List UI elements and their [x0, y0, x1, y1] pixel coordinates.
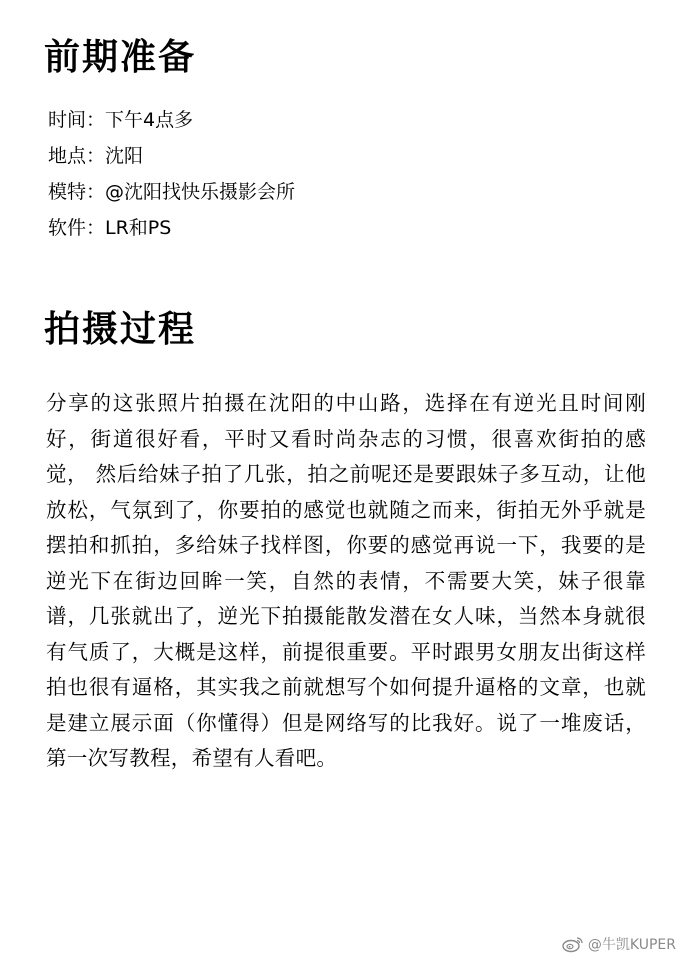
watermark [562, 934, 676, 954]
info-row-time [48, 102, 295, 138]
section-title-preparation: 前期准备 [44, 37, 197, 78]
info-label: 地点： [48, 145, 106, 167]
info-label: 模特： [48, 181, 106, 203]
info-row-model [48, 174, 295, 210]
section-title-process: 拍摄过程 [44, 309, 197, 350]
info-row-software [48, 210, 295, 246]
info-label: 软件： [48, 217, 106, 239]
info-value: 沈阳 [105, 145, 144, 167]
watermark-text: @牛凯KUPER [587, 937, 676, 953]
info-row-location [48, 138, 295, 174]
info-value: @沈阳找快乐摄影会所 [105, 181, 296, 203]
info-value: LR和PS [105, 217, 172, 239]
info-value: 下午4点多 [105, 109, 194, 131]
info-label: 时间： [48, 109, 106, 131]
weibo-logo-icon [562, 935, 584, 953]
process-body-text: 分享的这张照片拍摄在沈阳的中山路，选择在有逆光且时间刚好，街道很好看，平时又看时尚杂志的习惯，很喜欢街拍的感觉， 然后给妹子拍了几张，拍之前呢还是要跟妹子多互动，让他放松，气氛到了，你要拍的感觉也就随之而来，街拍无外乎就是摆拍和抓拍，多给妹子找样图，你要的感觉再说一下，我要的是逆光下在街边回眸一笑，自然的表情，不需要大笑，妹子很靠谱，几张就出了，逆光下拍摄能散发潜在女人味，当然本身就很有气质了，大概是这样，前提很重要。平时跟男女朋友出街这样拍也很有逼格，其实我之前就想写个如何提升逼格的文章，也就是建立展示面（你懂得）但是网络写的比我好。说了一堆废话，第一次写教程，希望有人看吧。 [46, 391, 646, 770]
preparation-info-list [48, 102, 295, 246]
